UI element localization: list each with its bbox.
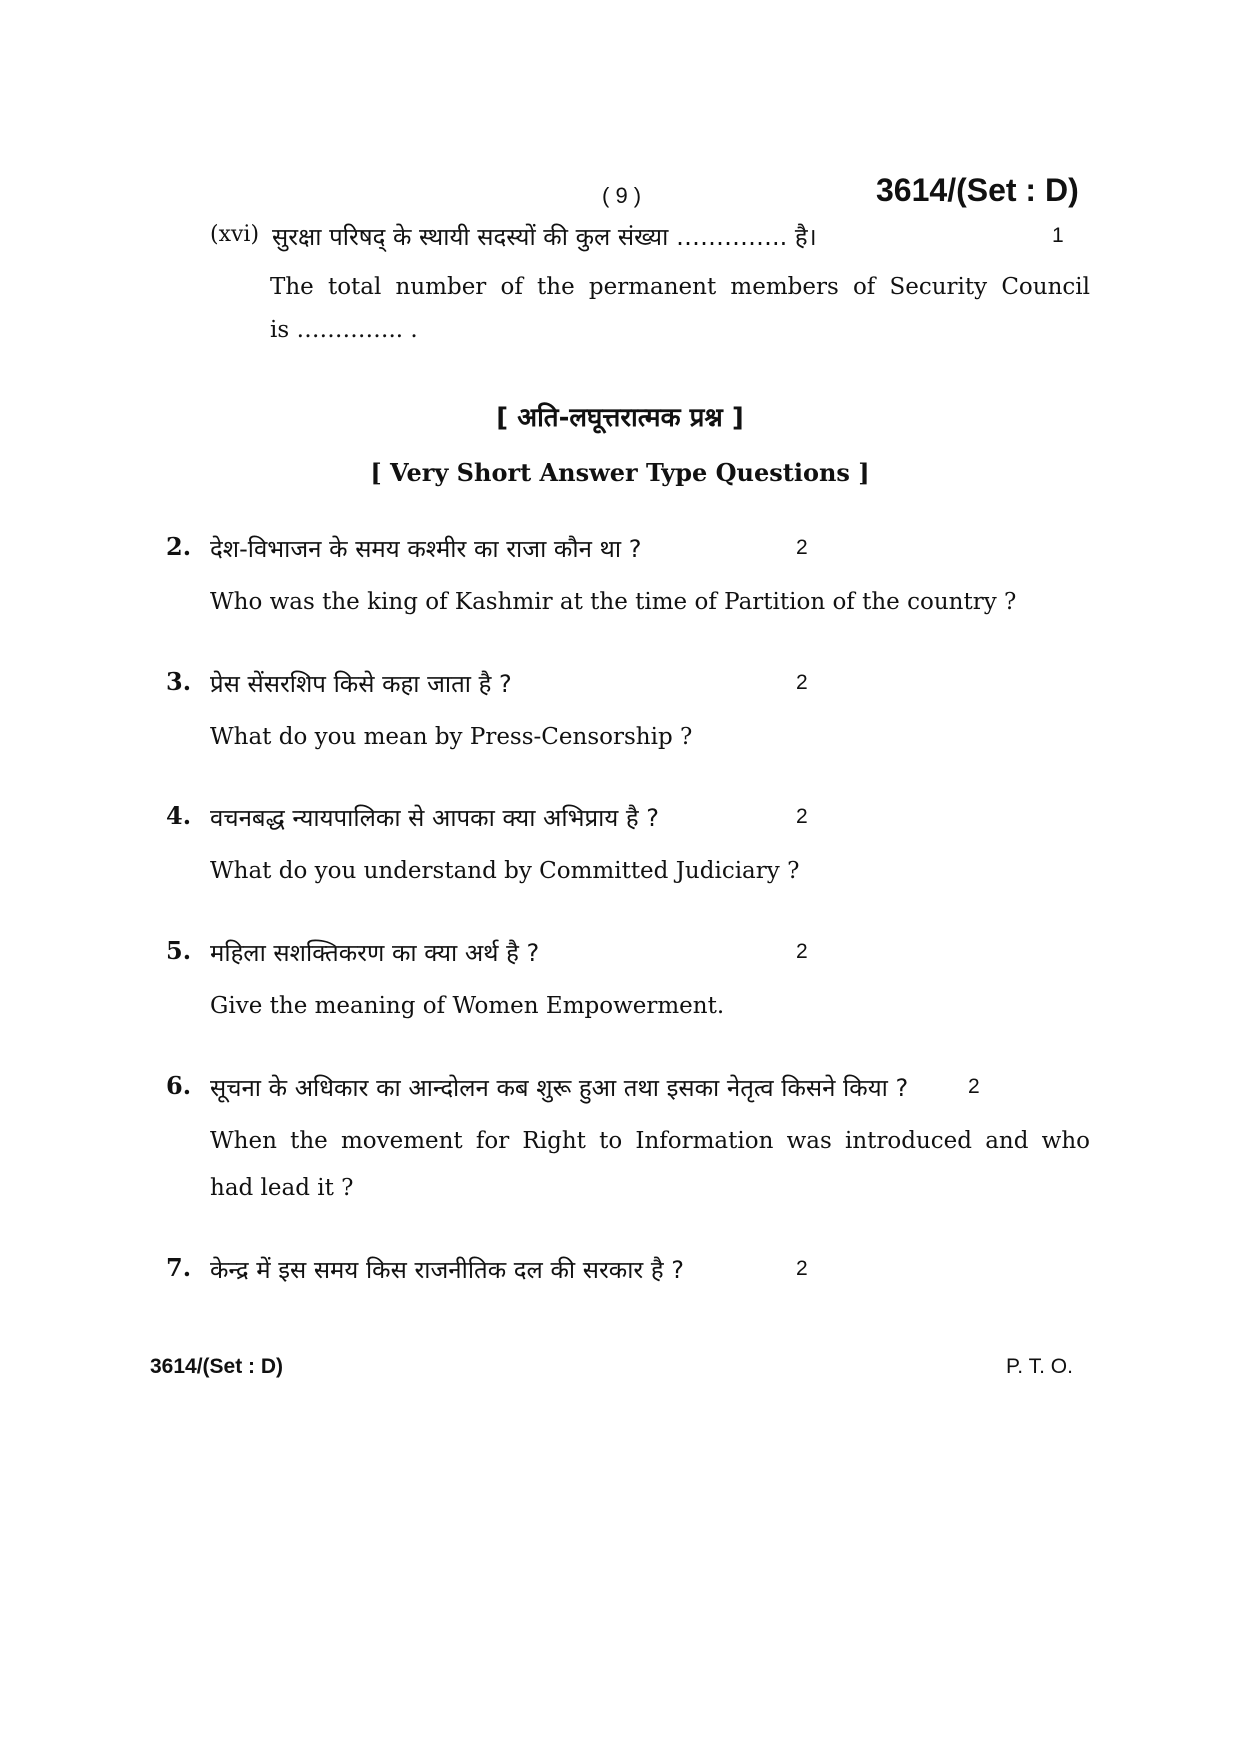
question-number: 7.	[166, 1253, 192, 1282]
question-marks: 2	[796, 671, 808, 694]
question-number: 4.	[166, 801, 192, 830]
question-4	[0, 801, 1240, 884]
question-16-english-line2: is ………….. .	[270, 317, 418, 343]
question-5	[0, 936, 1240, 1019]
question-hindi-text: देश-विभाजन के समय कश्मीर का राजा कौन था ?	[210, 535, 642, 563]
paper-code-footer: 3614/(Set : D)	[150, 1355, 284, 1378]
question-3	[0, 667, 1240, 750]
question-marks: 2	[796, 940, 808, 963]
question-marks: 2	[796, 805, 808, 828]
paper-code-header: 3614/(Set : D)	[876, 172, 1079, 208]
pto-label: P. T. O.	[1006, 1355, 1073, 1378]
question-6	[0, 1071, 1240, 1201]
question-16-hindi: सुरक्षा परिषद् के स्थायी सदस्यों की कुल संख्या ………….. है।	[272, 223, 817, 251]
question-16-label: (xvi)	[210, 222, 260, 247]
question-number: 6.	[166, 1071, 192, 1100]
question-marks: 2	[796, 536, 808, 559]
question-hindi-text: महिला सशक्तिकरण का क्या अर्थ है ?	[210, 939, 540, 967]
question-english-text: What do you understand by Committed Judiciary ?	[210, 858, 800, 884]
question-english-text: had lead it ?	[210, 1175, 354, 1201]
question-marks: 2	[968, 1075, 980, 1098]
question-16-marks: 1	[1052, 224, 1064, 247]
question-hindi-text: वचनबद्ध न्यायपालिका से आपका क्या अभिप्राय है ?	[210, 804, 660, 832]
question-number: 2.	[166, 532, 192, 561]
question-english-text: When the movement for Right to Information was introduced and who	[210, 1128, 1090, 1154]
section-title-english: [ Very Short Answer Type Questions ]	[370, 458, 870, 487]
question-7	[0, 1253, 1240, 1284]
question-hindi-text: केन्द्र में इस समय किस राजनीतिक दल की सरकार है ?	[210, 1256, 684, 1284]
question-marks: 2	[796, 1257, 808, 1280]
page-number: ( 9 )	[602, 183, 642, 208]
question-hindi-text: सूचना के अधिकार का आन्दोलन कब शुरू हुआ तथा इसका नेतृत्व किसने किया ?	[210, 1074, 909, 1102]
question-english-text: What do you mean by Press-Censorship ?	[210, 724, 693, 750]
question-2	[0, 532, 1240, 615]
question-hindi-text: प्रेस सेंसरशिप किसे कहा जाता है ?	[210, 670, 512, 698]
question-english-text: Give the meaning of Women Empowerment.	[210, 993, 725, 1019]
question-number: 5.	[166, 936, 192, 965]
question-number: 3.	[166, 667, 192, 696]
question-english-text: Who was the king of Kashmir at the time of Partition of the country ?	[210, 589, 1017, 615]
section-title-hindi: [ अति-लघूत्तरात्मक प्रश्न ]	[496, 403, 744, 433]
question-16-english-line1: The total number of the permanent members of Security Council	[270, 274, 1090, 300]
